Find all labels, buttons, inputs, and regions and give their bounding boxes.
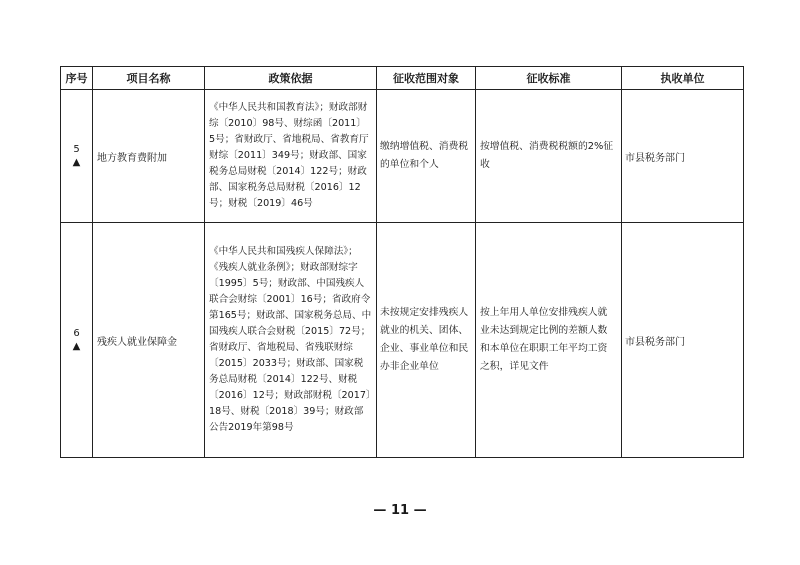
row-index: 5	[73, 144, 80, 155]
header-scope: 征收范围对象	[377, 67, 476, 90]
row-index: 6	[73, 328, 80, 339]
policy-basis: 《中华人民共和国残疾人保障法》；《残疾人就业条例》；财政部财综字〔1995〕5号；财政部、中国残疾人联合会财综〔2001〕16号；省政府令第165号；财政部、国家税务总局、中国残疾人联合会财税〔2015〕72号；省财政厅、省地税局、省残联财综〔2015〕2033号；财政部、国家税务总局财税〔2014〕122号、财税〔2016〕12号；财政部财税〔2017〕18号、财税〔2018〕39号；财政部公告2019年第98号	[205, 223, 377, 458]
triangle-marker-icon: ▲	[72, 341, 81, 352]
policy-basis: 《中华人民共和国教育法》；财政部财综〔2010〕98号、财综函〔2011〕5号；省财政厅、省地税局、省教育厅财综〔2011〕349号；财政部、国家税务总局财税〔2014〕122号；财政部、国家税务总局财税〔2016〕12号；财税〔2019〕46号	[205, 90, 377, 223]
collection-standard: 按上年用人单位安排残疾人就业未达到规定比例的差额人数和本单位在职职工年平均工资之积，详见文件	[476, 223, 622, 458]
table-row	[61, 90, 744, 223]
fee-table	[60, 66, 744, 458]
header-row	[61, 67, 744, 90]
collecting-unit: 市县税务部门	[622, 223, 744, 458]
row-index-cell	[61, 223, 93, 458]
collection-standard: 按增值税、消费税税额的2%征收	[476, 90, 622, 223]
table-row	[61, 223, 744, 458]
header-standard: 征收标准	[476, 67, 622, 90]
header-policy-basis: 政策依据	[205, 67, 377, 90]
item-name: 地方教育费附加	[93, 90, 205, 223]
collection-scope: 未按规定安排残疾人就业的机关、团体、企业、事业单位和民办非企业单位	[377, 223, 476, 458]
header-item-name: 项目名称	[93, 67, 205, 90]
header-collecting-unit: 执收单位	[622, 67, 744, 90]
header-index: 序号	[61, 67, 93, 90]
collecting-unit: 市县税务部门	[622, 90, 744, 223]
item-name: 残疾人就业保障金	[93, 223, 205, 458]
collection-scope: 缴纳增值税、消费税的单位和个人	[377, 90, 476, 223]
triangle-marker-icon: ▲	[72, 157, 81, 168]
row-index-cell	[61, 90, 93, 223]
page-number: — 11 —	[373, 503, 427, 518]
